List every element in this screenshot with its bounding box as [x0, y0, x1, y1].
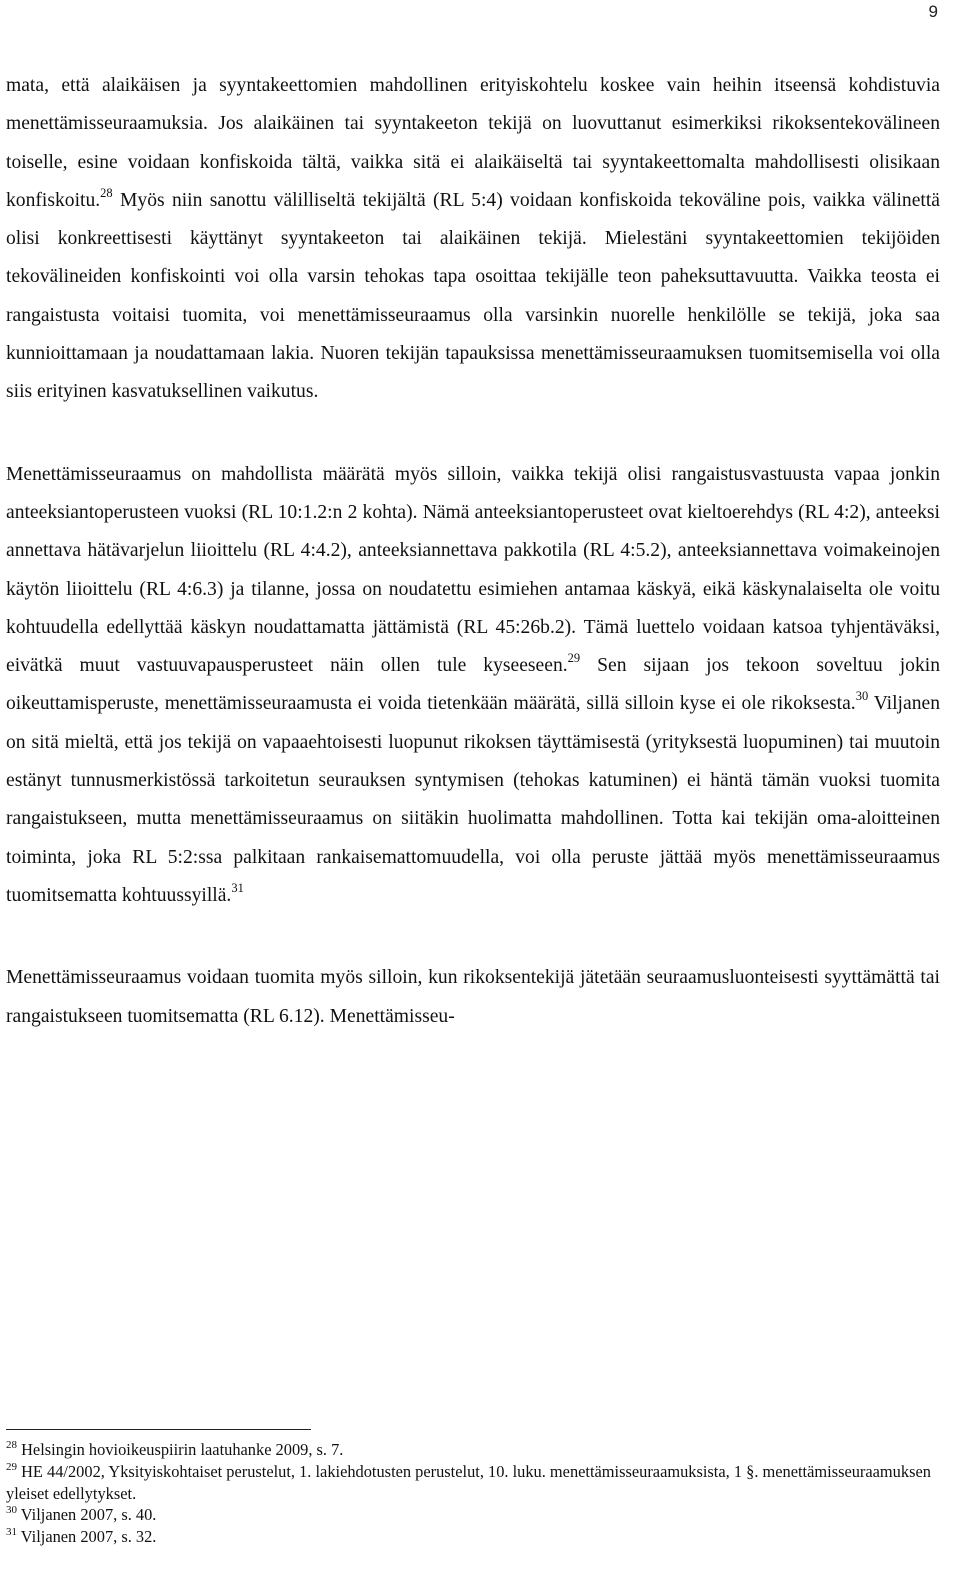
paragraph-3: [6, 959, 940, 1036]
footnotes: [6, 1439, 940, 1548]
paragraph-text: Sen sijaan jos tekoon soveltuu jokin oikeuttamisperuste, menettämisseuraamusta ei voida tietenkään määrätä, sillä silloin kyse ei ole rikoksesta.: [6, 655, 940, 715]
paragraph-text: Menettämisseuraamus voidaan tuomita myös silloin, kun rikoksentekijä jätetään seuraamusluonteisesti syyttämättä tai rangaistukseen tuomitsematta (RL 6.12). Menettämisseu-: [6, 967, 940, 1027]
body-text: [6, 67, 940, 1036]
paragraph-text: Viljanen on sitä mieltä, että jos tekijä on vapaaehtoisesti luopunut rikoksen täyttämisestä (yrityksestä luopuminen) tai muutoin estänyt tunnusmerkistössä tarkoitetun seurauksen syntymisen (tehokas katuminen) ei häntä tämän vuoksi tuomita rangaistukseen, mutta menettämisseuraamus on siitäkin huolimatta mahdollinen. Totta kai tekijän oma-aloitteinen toiminta, joka RL 5:2:ssa palkitaan rankaisemattomuudella, voi olla peruste jättää myös menettämisseuraamus tuomitsematta kohtuussyillä.: [6, 693, 940, 906]
footnote-text: Viljanen 2007, s. 32.: [17, 1527, 157, 1547]
paragraph-2: [6, 456, 940, 916]
footnote-number: 31: [6, 1526, 17, 1539]
footnote-ref-28[interactable]: 28: [100, 185, 113, 200]
paragraph-text: Myös niin sanottu välilliseltä tekijältä (RL 5:4) voidaan konfiskoida tekoväline pois, vaikka välinettä olisi konkreettisesti käyttänyt syyntakeeton tai alaikäinen tekijä. Mielestäni syyntakeettomien tekijöiden tekovälineiden konfiskointi voi olla varsin tehokas tapa osoittaa tekijälle teon paheksuttavuutta. Vaikka teosta ei rangaistusta voitaisi tuomita, voi menettämisseuraamus olla varsinkin nuorelle henkilölle se tekijä, joka saa kunnioittamaan ja noudattamaan lakia. Nuoren tekijän tapauksissa menettämisseuraamuksen tuomitsemisella voi olla siis erityinen kasvatuksellinen vaikutus.: [6, 189, 940, 403]
footnote-ref-29[interactable]: 29: [567, 651, 581, 666]
footnote-ref-30[interactable]: 30: [855, 689, 869, 704]
paragraph-1: [6, 67, 940, 412]
footnote-ref-31[interactable]: 31: [231, 880, 244, 895]
footnote-separator: [6, 1429, 311, 1430]
page-number: 9: [928, 2, 938, 21]
paragraph-text: mata, että alaikäisen ja syyntakeettomien mahdollinen erityiskohtelu koskee vain heihin itseensä kohdistuvia menettämisseuraamuksia. Jos alaikäinen tai syyntakeeton tekijä on luovuttanut esimerkiksi rikoksentekovälineen toiselle, esine voidaan konfiskoida tältä, vaikka sitä ei alaikäiseltä tai syyntakeettomalta mahdollisesti olisikaan konfiskoitu.: [6, 75, 940, 211]
footnote-text: Viljanen 2007, s. 40.: [17, 1505, 157, 1525]
footnote-text: HE 44/2002, Yksityiskohtaiset perustelut, 1. lakiehdotusten perustelut, 10. luku. menettämisseuraamuksista, 1 §. menettämisseuraamuksen yleiset edellytykset.: [6, 1461, 931, 1503]
footnote-number: 28: [6, 1439, 17, 1451]
footnote-number: 29: [6, 1460, 17, 1473]
footnote-29: [6, 1461, 940, 1505]
footnote-28: [6, 1439, 940, 1461]
footnote-30: [6, 1504, 940, 1526]
paragraph-text: Menettämisseuraamus on mahdollista määrätä myös silloin, vaikka tekijä olisi rangaistusvastuusta vapaa jonkin anteeksiantoperusteen vuoksi (RL 10:1.2:n 2 kohta). Nämä anteeksiantoperusteet ovat kieltoerehdys (RL 4:2), anteeksi annettava hätävarjelun liioittelu (RL 4:4.2), anteeksiannettava pakkotila (RL 4:5.2), anteeksiannettava voimakeinojen käytön liioittelu (RL 4:6.3) ja tilanne, jossa on noudatettu esimiehen antamaa käskyä, eikä käskynalaiselta ole voitu kohtuudella edellyttää käskyn noudattamatta jättämistä (RL 45:26b.2). Tämä luettelo voidaan katsoa tyhjentäväksi, eivätkä muut vastuuvapausperusteet näin ollen tule kyseeseen.: [6, 463, 940, 677]
footnote-number: 30: [6, 1504, 17, 1517]
footnote-text: Helsingin hovioikeuspiirin laatuhanke 2009, s. 7.: [17, 1440, 344, 1459]
footnote-31: [6, 1526, 940, 1548]
